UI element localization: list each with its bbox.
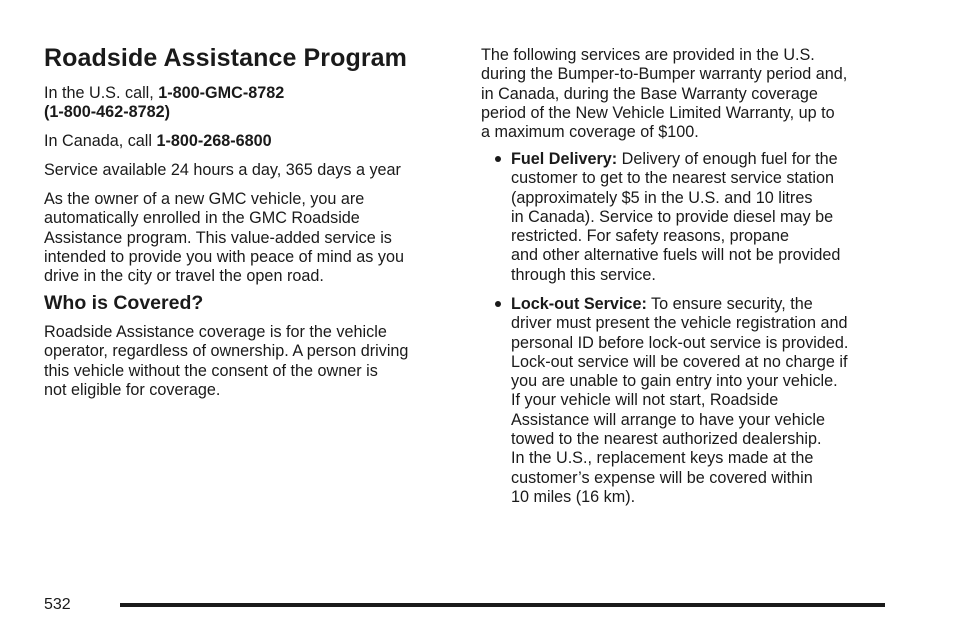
us-phone-number: 1-800-GMC-8782: [158, 84, 285, 102]
page-number: 532: [44, 596, 71, 613]
footer-rule: [120, 603, 885, 607]
us-phone-paragraph: [44, 84, 284, 123]
intro-paragraph: As the owner of a new GMC vehicle, you are automatically enrolled in the GMC Roadside Assistance program. This value-added service is intended to provide you with peace of mind as you drive in the city or travel the open road.: [44, 190, 404, 286]
us-phone-number-numeric: (1-800-462-8782): [44, 103, 170, 122]
lockout-service-label: Lock-out Service:: [511, 295, 647, 313]
bullet-icon: [495, 301, 501, 307]
services-intro-paragraph: The following services are provided in the U.S. during the Bumper-to-Bumper warranty period and, in Canada, during the Base Warranty coverage period of the New Vehicle Limited Warranty, up to a maximum coverage of $100.: [481, 46, 848, 142]
bullet-icon: [495, 156, 501, 162]
lockout-service-text: Lock-out Service: To ensure security, the driver must present the vehicle registration and personal ID before lock-out service is provided. Lock-out service will be covered at no charge if you are unable to gain entry into your vehicle. If your vehicle will not start, Roadside Assistance will arrange to have your vehicle towed to the nearest authorized dealership. In the U.S., replacement keys made at the customer’s expense will be covered within 10 miles (16 km).: [511, 295, 849, 506]
page-title: Roadside Assistance Program: [44, 44, 408, 72]
us-call-prefix: In the U.S. call,: [44, 84, 159, 102]
canada-phone-number: 1-800-268-6800: [156, 132, 272, 150]
fuel-delivery-label: Fuel Delivery:: [511, 150, 618, 168]
availability-text: Service available 24 hours a day, 365 days a year: [44, 161, 401, 179]
canada-call-prefix: In Canada, call: [44, 132, 157, 150]
who-is-covered-heading: Who is Covered?: [44, 292, 204, 314]
fuel-delivery-text: Fuel Delivery: Delivery of enough fuel for the customer to get to the nearest service station (approximately $5 in the U.S. and 10 litres in Canada). Service to provide diesel may be restricted. For safety reasons, propane and other alternative fuels will not be provided through this service.: [511, 150, 841, 284]
coverage-paragraph: Roadside Assistance coverage is for the vehicle operator, regardless of ownership. A person driving this vehicle without the consent of the owner is not eligible for coverage.: [44, 323, 409, 399]
canada-phone-paragraph: [44, 132, 272, 151]
